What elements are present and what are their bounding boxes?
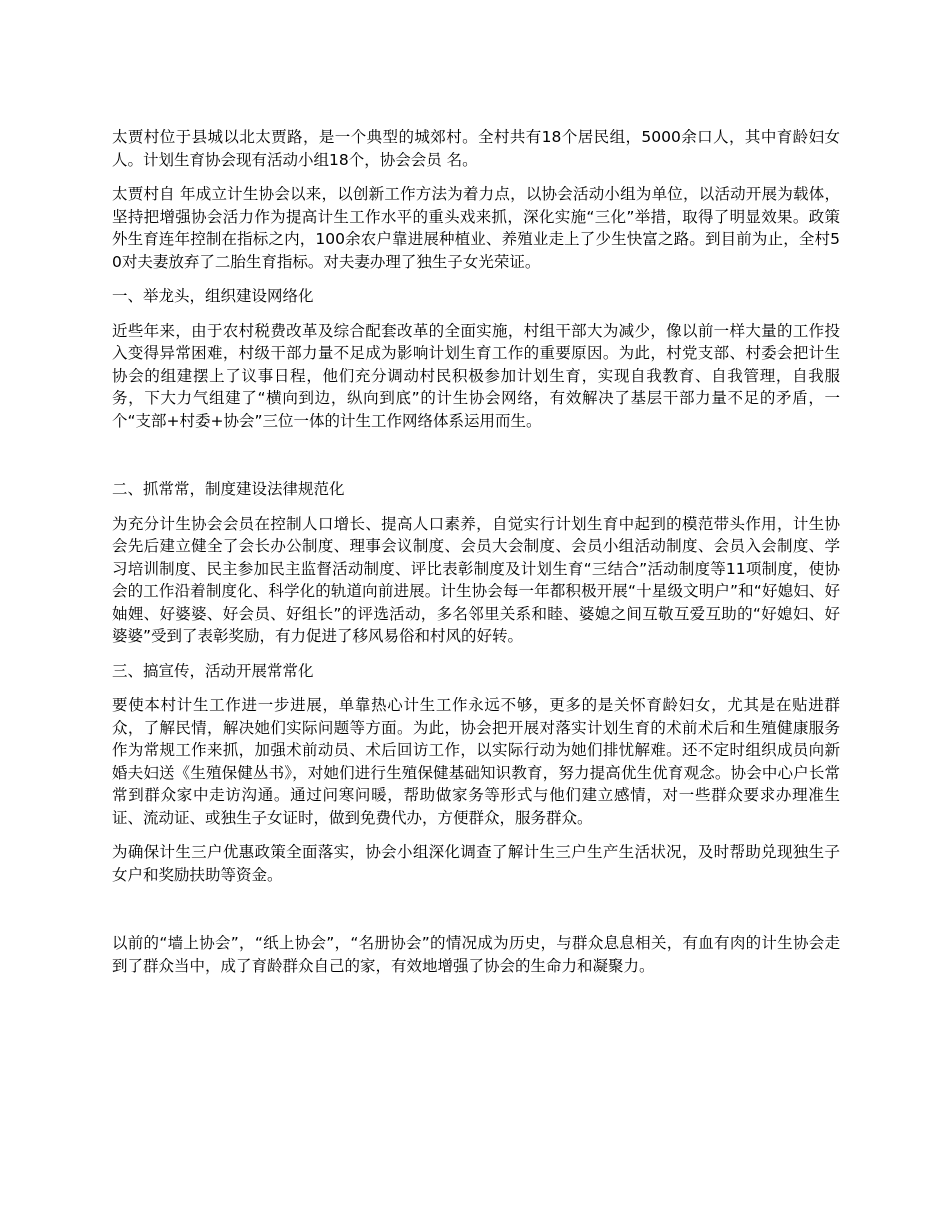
section-heading-1: 一、举龙头，组织建设网络化 xyxy=(112,287,314,305)
section-1-paragraph: 近些年来，由于农村税费改革及综合配套改革的全面实施，村组干部大为减少，像以前一样大量的工作投入变得异常困难，村级干部力量不足成为影响计划生育工作的重要原因。为此，村党支部、村委会把计生协会的组建摆上了议事日程，他们充分调动村民积极参加计划生育，实现自我教育、自我管理，自我服务，下大力气组建了“横向到边，纵向到底”的计生协会网络，有效解决了基层干部力量不足的矛盾，一个“支部+村委+协会”三位一体的计生工作网络体系运用而生。 xyxy=(112,321,840,430)
document-body xyxy=(112,126,840,989)
intro-paragraph: 太贾村位于县城以北太贾路，是一个典型的城郊村。全村共有18个居民组，5000余口人，其中育龄妇女 人。计划生育协会现有活动小组18个，协会会员 名。 xyxy=(112,128,840,169)
section-heading-2: 二、抓常常，制度建设法律规范化 xyxy=(112,480,345,498)
closing-paragraph: 以前的“墙上协会”，“纸上协会”，“名册协会”的情况成为历史，与群众息息相关，有血有肉的计生协会走到了群众当中，成了育龄群众自己的家，有效地增强了协会的生命力和凝聚力。 xyxy=(112,934,840,975)
section-2-paragraph: 为充分计生协会会员在控制人口增长、提高人口素养，自觉实行计划生育中起到的模范带头作用，计生协会先后建立健全了会长办公制度、理事会议制度、会员大会制度、会员小组活动制度、会员入会制度、学习培训制度、民主参加民主监督活动制度、评比表彰制度及计划生育“三结合”活动制度等11项制度，使协会的工作沿着制度化、科学化的轨道向前进展。计生协会每一年都积极开展“十星级文明户”和“好媳妇、好妯娌、好婆婆、好会员、好组长”的评选活动，多名邻里关系和睦、婆媳之间互敬互爱互助的“好媳妇、好婆婆”受到了表彰奖励，有力促进了移风易俗和村风的好转。 xyxy=(112,514,840,645)
blank-spacer xyxy=(112,898,840,932)
section-3-paragraph-2: 为确保计生三户优惠政策全面落实，协会小组深化调查了解计生三户生产生活状况，及时帮助兑现独生子女户和奖励扶助等资金。 xyxy=(112,843,840,884)
blank-spacer xyxy=(112,444,840,478)
section-heading-3: 三、搞宣传，活动开展常常化 xyxy=(112,661,314,680)
overview-paragraph: 太贾村自 年成立计生协会以来，以创新工作方法为着力点，以协会活动小组为单位，以活动开展为载体，坚持把增强协会活力作为提高计生工作水平的重头戏来抓，深化实施“三化”举措，取得了明显效果。政策外生育连年控制在指标之内，100余农户靠进展种植业、养殖业走上了少生快富之路。到目前为止，全村50对夫妻放弃了二胎生育指标。对夫妻办理了独生子女光荣证。 xyxy=(112,185,840,271)
section-3-paragraph-1: 要使本村计生工作进一步进展，单靠热心计生工作永远不够，更多的是关怀育龄妇女，尤其是在贴进群众，了解民情，解决她们实际问题等方面。为此，协会把开展对落实计划生育的术前术后和生殖健康服务作为常规工作来抓，加强术前动员、术后回访工作，以实际行动为她们排忧解难。还不定时组织成员向新婚夫妇送《生殖保健丛书》，对她们进行生殖保健基础知识教育，努力提高优生优育观念。协会中心户长常常到群众家中走访沟通。通过问寒问暖，帮助做家务等形式与他们建立感情，对一些群众要求办理准生证、流动证、或独生子女证时，做到免费代办，方便群众，服务群众。 xyxy=(112,696,840,827)
